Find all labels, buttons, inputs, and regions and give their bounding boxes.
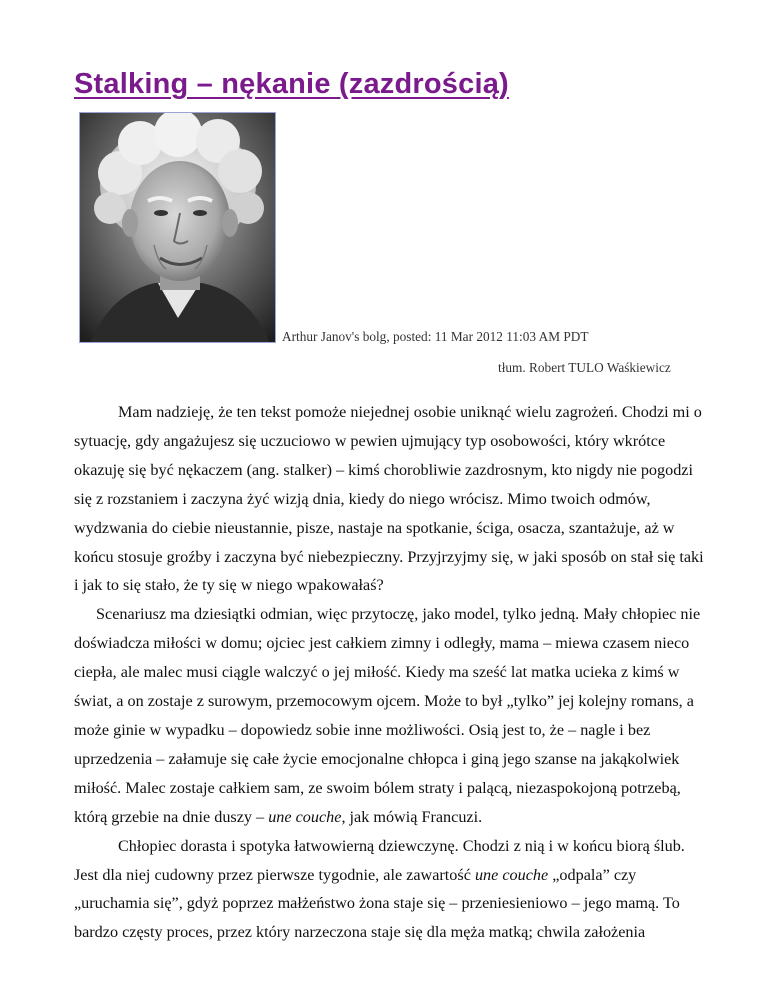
paragraph-2-text: Scenariusz ma dziesiątki odmian, więc przytoczę, jako model, tylko jedną. Mały chłopiec nie doświadcza miłości w domu; ojciec jest całkiem zimny i odległy, mama – miewa czasem nieco ciepła, ale malec musi ciągle walczyć o jej miłość. Kiedy ma sześć lat matka ucieka z kimś w świat, a on zostaje z surowym, przemocowym ojcem. Może to był „tylko” jej kolejny romans, a może ginie w wypadku – dopowiedz sobie inne możliwości. Osią jest to, że – nagle i bez uprzedzenia – załamuje się całe życie emocjonalne chłopca i giną jego szanse na jakąkolwiek miłość. Malec zostaje całkiem sam, ze swoim bólem straty i palącą, niezaspokojoną potrzebą, którą grzebie na dnie duszy – [74, 605, 701, 826]
paragraph-3-italic: une couche [474, 865, 549, 884]
document-title: Stalking – nękanie (zazdrością) [74, 68, 509, 100]
paragraph-3-text: Chłopiec dorasta i spotyka łatwowierną dziewczynę. Chodzi z nią i w końcu biorą ślub. Jest dla niej cudowny przez pierwsze tygodnie, ale zawartość [74, 836, 685, 884]
article-body [74, 398, 710, 947]
paragraph-3-tail: „odpala” czy „uruchamia się”, gdyż poprzez małżeństwo żona staje się – przeniesieniowo – jego mamą. To bardzo częsty proces, przez który narzeczona staje się dla męża matką; chwila założenia [74, 865, 680, 942]
paragraph-2-italic: une couche [268, 807, 342, 826]
author-portrait-photo [79, 112, 276, 343]
paragraph-2-tail: , jak mówią Francuzi. [341, 807, 483, 826]
paragraph-1: Mam nadzieję, że ten tekst pomoże niejednej osobie uniknąć wielu zagrożeń. Chodzi mi o sytuację, gdy angażujesz się uczuciowo w pewien ujmujący typ osobowości, który wkrótce okazuję się być nękaczem (ang. stalker) – kimś chorobliwie zazdrosnym, kto nigdy nie pogodzi się z rozstaniem i zaczyna żyć wizją dnia, kiedy do niego wrócisz. Mimo twoich odmów, wydzwania do ciebie nieustannie, pisze, nastaje na spotkanie, ściga, osacza, szantażuje, aż w końcu stosuje groźby i zaczyna być niebezpieczny. Przyjrzyjmy się, w jaki sposób on stał się taki i jak to się stało, że ty się w niego wpakowałaś? [74, 403, 704, 595]
photo-caption: Arthur Janov's bolg, posted: 11 Mar 2012 11:03 AM PDT [282, 329, 589, 344]
paragraph-3 [74, 832, 710, 948]
paragraph-2 [74, 600, 710, 831]
translator-credit: tłum. Robert TULO Waśkiewicz [498, 360, 671, 375]
